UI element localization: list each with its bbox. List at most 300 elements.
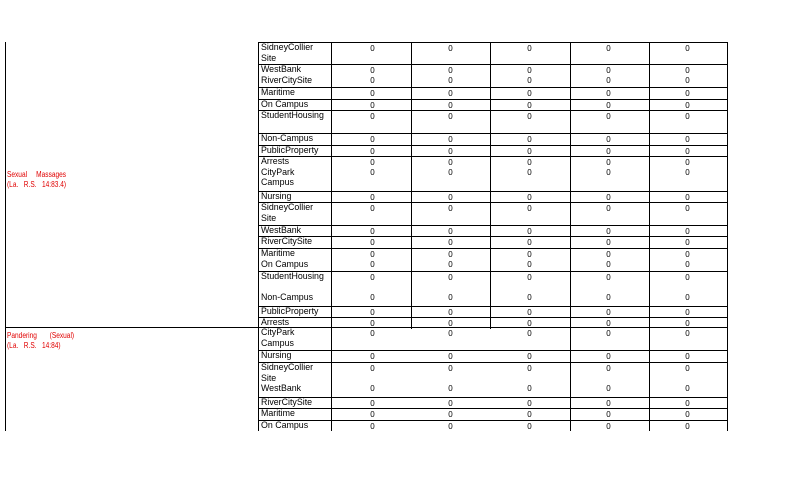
count-value: 0 (448, 364, 453, 373)
count-cell (333, 193, 412, 203)
location-label: WestBank (261, 64, 302, 75)
location-label: Non-Campus (261, 292, 314, 304)
count-value: 0 (370, 76, 375, 85)
count-value: 0 (527, 352, 532, 361)
count-value: 0 (685, 44, 690, 53)
count-value: 0 (685, 410, 690, 419)
location-label: SidneyCollier (261, 42, 314, 53)
count-value: 0 (685, 193, 690, 202)
count-cell (648, 329, 727, 339)
count-value: 0 (527, 260, 532, 269)
count-value (569, 283, 648, 293)
table-row (259, 146, 728, 157)
location-label: SidneyCollier (261, 202, 314, 213)
count-value: 0 (606, 89, 611, 98)
count-cell (490, 352, 569, 362)
count-value: 0 (448, 293, 453, 302)
count-value: 0 (606, 112, 611, 121)
location-label: WestBank (261, 383, 302, 395)
location-label: Arrests (261, 156, 289, 167)
location-label: On Campus (261, 99, 309, 110)
count-value: 0 (448, 158, 453, 167)
table-row (259, 307, 728, 318)
count-value: 0 (685, 384, 690, 393)
location-label: Site (261, 52, 277, 64)
count-cell (333, 422, 412, 431)
count-value: 0 (448, 204, 453, 213)
count-value: 0 (606, 135, 611, 144)
count-cell (333, 308, 412, 318)
count-cell (333, 352, 412, 362)
count-cell (569, 329, 648, 339)
count-value: 0 (685, 399, 690, 408)
location-cell (261, 111, 326, 122)
location-cell (261, 328, 326, 349)
count-value: 0 (606, 168, 611, 177)
count-value: 0 (527, 147, 532, 156)
count-cell (411, 238, 490, 248)
count-value: 0 (685, 168, 690, 177)
count-cell (648, 101, 727, 111)
count-cell (411, 193, 490, 203)
count-cell (648, 89, 727, 99)
count-value: 0 (448, 319, 453, 328)
count-value: 0 (527, 76, 532, 85)
count-cell (569, 193, 648, 203)
table-row (259, 249, 728, 272)
count-cell (333, 89, 412, 99)
count-value: 0 (527, 168, 532, 177)
count-cell (333, 329, 412, 339)
table-row (259, 237, 728, 249)
count-cell (411, 66, 490, 86)
table-row (259, 363, 728, 398)
count-value: 0 (448, 250, 453, 259)
count-cell (333, 44, 412, 54)
count-value: 0 (685, 66, 690, 75)
count-cell (333, 227, 412, 237)
count-value: 0 (527, 319, 532, 328)
count-value: 0 (448, 89, 453, 98)
count-value: 0 (448, 227, 453, 236)
count-cell (490, 193, 569, 203)
count-value: 0 (606, 308, 611, 317)
count-cell (490, 158, 569, 178)
count-value: 0 (606, 329, 611, 338)
count-cell (490, 89, 569, 99)
count-cell (411, 44, 490, 54)
location-label: Campus (261, 177, 294, 189)
count-value: 0 (370, 308, 375, 317)
count-value (411, 374, 490, 384)
count-cell (411, 422, 490, 431)
location-label: Nursing (261, 191, 292, 202)
count-value: 0 (370, 135, 375, 144)
count-value: 0 (370, 352, 375, 361)
count-value: 0 (448, 112, 453, 121)
count-cell (648, 364, 727, 394)
count-cell (569, 364, 648, 394)
count-cell (411, 364, 490, 394)
table-row (259, 157, 728, 192)
count-value (648, 283, 727, 293)
count-value: 0 (527, 193, 532, 202)
count-value: 0 (370, 204, 375, 213)
count-value: 0 (606, 204, 611, 213)
location-label: Site (261, 212, 277, 224)
count-value: 0 (685, 308, 690, 317)
count-value (333, 283, 412, 293)
count-value: 0 (527, 89, 532, 98)
location-label: RiverCitySite (261, 397, 313, 408)
count-value: 0 (685, 204, 690, 213)
count-value: 0 (685, 158, 690, 167)
location-cell (261, 351, 326, 362)
count-cell (333, 147, 412, 157)
count-cell (490, 410, 569, 420)
count-value: 0 (370, 319, 375, 328)
location-label: Non-Campus (261, 133, 314, 144)
location-cell (261, 203, 326, 224)
count-cell (569, 66, 648, 86)
count-value: 0 (370, 399, 375, 408)
count-cell (490, 308, 569, 318)
count-cell (648, 308, 727, 318)
table-row (259, 192, 728, 203)
offense-pandering: Pandering (Sexual) (La. R.S. 14:84) (7, 331, 75, 350)
count-cell (648, 399, 727, 409)
count-cell (490, 101, 569, 111)
count-cell (333, 250, 412, 270)
count-value: 0 (685, 364, 690, 373)
location-label: RiverCitySite (261, 74, 313, 86)
count-value: 0 (370, 89, 375, 98)
count-value (411, 283, 490, 293)
count-cell (333, 135, 412, 145)
count-cell (569, 112, 648, 122)
location-cell (261, 363, 326, 395)
location-cell (261, 272, 326, 304)
count-value: 0 (448, 273, 453, 282)
table-row (259, 328, 728, 351)
count-value: 0 (527, 44, 532, 53)
count-value: 0 (685, 89, 690, 98)
count-value (490, 374, 569, 384)
count-value: 0 (370, 147, 375, 156)
count-cell (648, 44, 727, 54)
count-value: 0 (606, 66, 611, 75)
count-cell (490, 422, 569, 431)
count-cell (648, 204, 727, 214)
count-value: 0 (527, 399, 532, 408)
table-row (259, 398, 728, 409)
count-value: 0 (685, 293, 690, 302)
count-cell (569, 147, 648, 157)
count-cell (490, 238, 569, 248)
count-cell (648, 250, 727, 270)
count-cell (648, 422, 727, 431)
count-value: 0 (527, 66, 532, 75)
count-value: 0 (606, 238, 611, 247)
count-value: 0 (448, 66, 453, 75)
count-value: 0 (370, 101, 375, 110)
count-value: 0 (606, 260, 611, 269)
count-cell (648, 66, 727, 86)
count-value: 0 (448, 329, 453, 338)
count-value: 0 (606, 364, 611, 373)
count-value: 0 (527, 112, 532, 121)
count-cell (648, 147, 727, 157)
count-cell (411, 135, 490, 145)
count-cell (569, 101, 648, 111)
count-value: 0 (370, 250, 375, 259)
count-value: 0 (527, 364, 532, 373)
count-cell (490, 112, 569, 122)
count-cell (490, 147, 569, 157)
table-row (259, 43, 728, 65)
count-cell (490, 135, 569, 145)
count-cell (569, 238, 648, 248)
count-value: 0 (370, 293, 375, 302)
count-value: 0 (448, 308, 453, 317)
count-value: 0 (685, 352, 690, 361)
count-value: 0 (685, 76, 690, 85)
count-cell (411, 273, 490, 303)
count-cell (648, 238, 727, 248)
location-cell (261, 43, 326, 64)
location-label: Arrests (261, 317, 289, 328)
count-value: 0 (370, 422, 375, 431)
count-value: 0 (448, 260, 453, 269)
count-value: 0 (370, 112, 375, 121)
count-value: 0 (606, 422, 611, 431)
count-cell (490, 329, 569, 339)
count-cell (648, 193, 727, 203)
count-value: 0 (685, 250, 690, 259)
table-row (259, 351, 728, 363)
count-value: 0 (606, 101, 611, 110)
table-row (259, 272, 728, 307)
count-value: 0 (606, 76, 611, 85)
count-cell (569, 227, 648, 237)
count-value: 0 (370, 66, 375, 75)
location-cell (261, 134, 326, 145)
location-label: Maritime (261, 408, 295, 419)
location-label: On Campus (261, 258, 309, 270)
count-value: 0 (606, 319, 611, 328)
table-row (259, 203, 728, 226)
count-value: 0 (448, 147, 453, 156)
count-cell (569, 44, 648, 54)
count-value: 0 (606, 227, 611, 236)
count-value: 0 (527, 101, 532, 110)
count-value (333, 374, 412, 384)
count-value: 0 (448, 193, 453, 202)
count-value: 0 (527, 293, 532, 302)
count-value: 0 (448, 384, 453, 393)
count-cell (411, 112, 490, 122)
location-label: Nursing (261, 350, 292, 361)
count-value: 0 (685, 101, 690, 110)
location-cell (261, 65, 326, 86)
count-cell (411, 250, 490, 270)
location-cell (261, 421, 326, 431)
offense-column (5, 42, 258, 431)
count-cell (569, 352, 648, 362)
location-label: SidneyCollier (261, 362, 314, 373)
count-cell (569, 308, 648, 318)
location-label: Campus (261, 337, 294, 349)
count-value: 0 (685, 422, 690, 431)
location-label: StudentHousing (261, 110, 324, 121)
location-label: WestBank (261, 225, 302, 236)
table-row (259, 134, 728, 146)
count-cell (333, 66, 412, 86)
count-cell (490, 250, 569, 270)
table-row (259, 409, 728, 421)
count-cell (333, 112, 412, 122)
location-label: CityPark (261, 166, 295, 178)
count-value (648, 374, 727, 384)
count-value: 0 (685, 238, 690, 247)
count-cell (490, 273, 569, 303)
count-value (490, 283, 569, 293)
count-value: 0 (448, 101, 453, 110)
count-value: 0 (370, 44, 375, 53)
table-row (259, 226, 728, 237)
count-value: 0 (448, 168, 453, 177)
count-cell (411, 399, 490, 409)
count-value: 0 (370, 193, 375, 202)
count-cell (648, 352, 727, 362)
count-value: 0 (606, 352, 611, 361)
count-cell (490, 44, 569, 54)
offense-separator (5, 327, 258, 328)
count-cell (648, 135, 727, 145)
location-label: Site (261, 372, 277, 384)
count-value: 0 (448, 135, 453, 144)
count-cell (411, 147, 490, 157)
table-row (259, 100, 728, 111)
location-cell (261, 237, 326, 248)
count-cell (569, 204, 648, 214)
table-row (259, 421, 728, 431)
count-cell (490, 66, 569, 86)
count-cell (333, 158, 412, 178)
count-value: 0 (606, 293, 611, 302)
count-cell (648, 112, 727, 122)
location-label: RiverCitySite (261, 236, 313, 247)
count-cell (648, 158, 727, 178)
table-row (259, 318, 728, 328)
count-cell (648, 273, 727, 303)
count-value: 0 (448, 76, 453, 85)
location-cell (261, 88, 326, 99)
location-label: Maritime (261, 248, 295, 259)
count-value: 0 (370, 384, 375, 393)
count-value: 0 (685, 329, 690, 338)
count-value: 0 (606, 410, 611, 419)
crime-statistics-table (258, 42, 728, 431)
count-cell (569, 399, 648, 409)
table-row (259, 88, 728, 100)
count-value: 0 (370, 168, 375, 177)
count-cell (490, 364, 569, 394)
location-label: PublicProperty (261, 145, 319, 156)
count-cell (569, 410, 648, 420)
count-cell (569, 135, 648, 145)
count-value: 0 (527, 227, 532, 236)
count-value: 0 (685, 112, 690, 121)
location-cell (261, 157, 326, 189)
count-cell (648, 227, 727, 237)
location-label: On Campus (261, 420, 309, 431)
count-value: 0 (606, 250, 611, 259)
count-value: 0 (448, 422, 453, 431)
count-value: 0 (527, 204, 532, 213)
count-value: 0 (527, 273, 532, 282)
count-value: 0 (370, 410, 375, 419)
count-cell (333, 410, 412, 420)
count-value: 0 (370, 364, 375, 373)
count-cell (333, 399, 412, 409)
count-value: 0 (370, 238, 375, 247)
count-value: 0 (685, 227, 690, 236)
location-label: Maritime (261, 87, 295, 98)
count-cell (333, 204, 412, 214)
count-value: 0 (685, 319, 690, 328)
count-cell (411, 227, 490, 237)
location-cell (261, 409, 326, 420)
count-cell (333, 101, 412, 111)
count-value: 0 (370, 329, 375, 338)
count-cell (333, 238, 412, 248)
count-value: 0 (606, 147, 611, 156)
table-row (259, 65, 728, 88)
location-cell (261, 249, 326, 270)
count-value: 0 (527, 238, 532, 247)
count-cell (411, 204, 490, 214)
count-value: 0 (527, 384, 532, 393)
count-value: 0 (370, 227, 375, 236)
count-value: 0 (448, 399, 453, 408)
count-cell (411, 329, 490, 339)
location-label: CityPark (261, 327, 295, 338)
count-cell (569, 250, 648, 270)
count-cell (648, 410, 727, 420)
count-value: 0 (527, 308, 532, 317)
count-cell (333, 364, 412, 394)
count-value: 0 (606, 384, 611, 393)
count-cell (411, 308, 490, 318)
count-value: 0 (527, 135, 532, 144)
count-value: 0 (685, 147, 690, 156)
count-cell (411, 89, 490, 99)
count-cell (411, 101, 490, 111)
count-value: 0 (606, 273, 611, 282)
count-value: 0 (685, 273, 690, 282)
count-cell (411, 158, 490, 178)
count-value: 0 (370, 158, 375, 167)
count-value: 0 (448, 352, 453, 361)
count-value: 0 (527, 410, 532, 419)
count-cell (569, 158, 648, 178)
count-value: 0 (606, 158, 611, 167)
count-cell (490, 399, 569, 409)
count-cell (411, 352, 490, 362)
count-value: 0 (606, 44, 611, 53)
offense-sexual-massages: Sexual Massages (La. R.S. 14:83.4) (7, 170, 67, 189)
